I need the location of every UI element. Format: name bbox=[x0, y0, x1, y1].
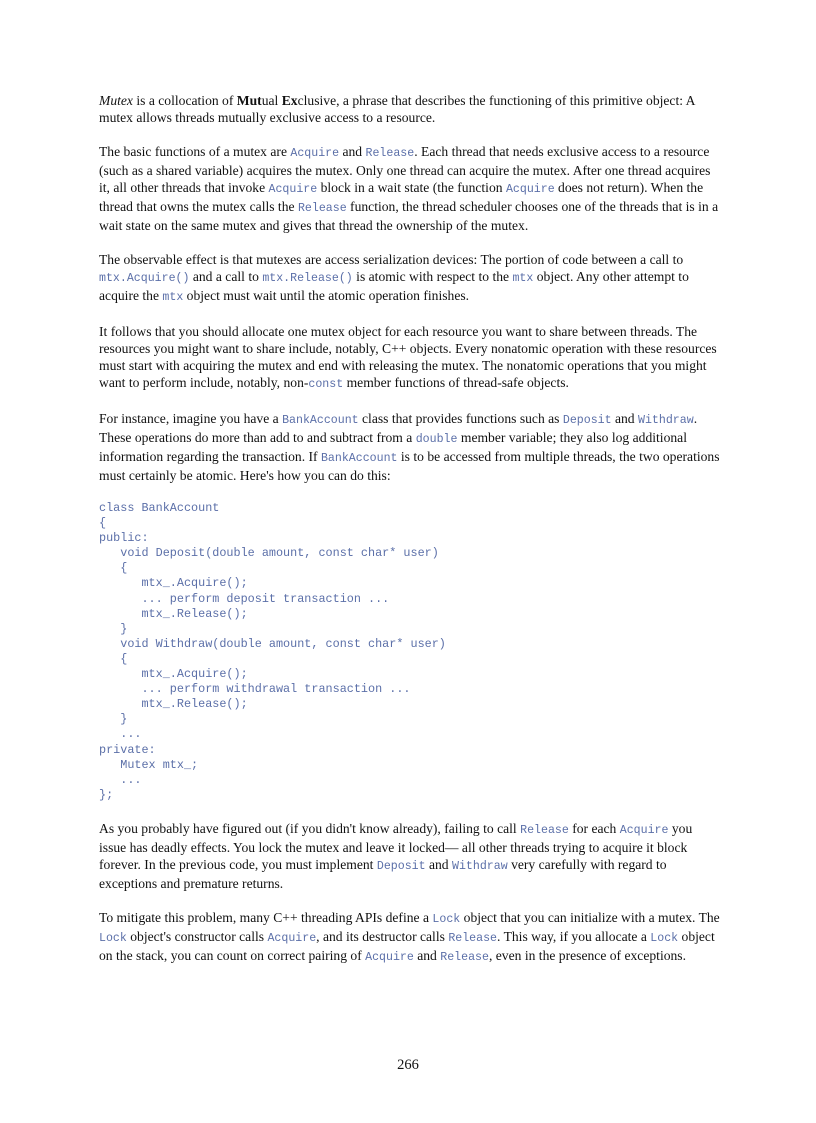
code-line: { bbox=[99, 561, 128, 576]
code-acquire: Acquire bbox=[268, 183, 318, 196]
code-line: mtx_.Acquire(); bbox=[99, 576, 248, 591]
paragraph-observable-effect: The observable effect is that mutexes are access serialization devices: The portion of code between a call to mtx.Acquire() and a call to mtx.Release() is atomic with respect to the mtx object. Any other attempt to acquire the mtx object must wait until the atomic operation finishes. bbox=[99, 252, 689, 304]
code-release: Release bbox=[297, 202, 347, 215]
code-bankaccount: BankAccount bbox=[320, 452, 398, 465]
code-deposit: Deposit bbox=[562, 414, 612, 427]
code-acquire: Acquire bbox=[365, 950, 414, 964]
code-acquire: Acquire bbox=[267, 931, 317, 945]
paragraph-allocate-mutex: It follows that you should allocate one mutex object for each resource you want to share between threads. The resources you might want to share include, notably, C++ objects. Every nonatomic operation with these resources must start with acquiring the mutex and end with releasing the mutex. The nonatomic operations that you might want to perform include, notably, non-const member functions of thread-safe objects. bbox=[99, 324, 717, 391]
code-lock: Lock bbox=[99, 931, 127, 945]
code-const: const bbox=[308, 378, 344, 391]
code-deposit: Deposit bbox=[376, 859, 426, 873]
code-mtx: mtx bbox=[512, 272, 534, 285]
code-listing-bankaccount bbox=[99, 501, 721, 803]
code-line: ... perform withdrawal transaction ... bbox=[99, 682, 411, 697]
code-line: private: bbox=[99, 742, 156, 757]
code-mtx: mtx bbox=[162, 291, 184, 304]
code-line: } bbox=[99, 712, 128, 727]
code-line: mtx_.Acquire(); bbox=[99, 667, 248, 682]
code-line: Mutex mtx_; bbox=[99, 757, 199, 772]
code-release: Release bbox=[440, 950, 489, 964]
code-double: double bbox=[415, 433, 458, 446]
paragraph-basic-functions: The basic functions of a mutex are Acquire and Release. Each thread that needs exclusive access to a resource (such as a shared variable) acquires the mutex. Only one thread can acquire the mutex. After one thread acquires it, all other threads that invoke Acquire block in a wait state (the function Acquire does not return). When the thread that owns the mutex calls the Release function, the thread scheduler chooses one of the threads that is in a wait state on the same mutex and gives that thread the ownership of the mutex. bbox=[99, 144, 719, 233]
code-line: mtx_.Release(); bbox=[99, 697, 248, 712]
code-line: { bbox=[99, 516, 107, 531]
page-number: 266 bbox=[397, 1057, 419, 1073]
term-mutex: Mutex bbox=[99, 93, 133, 108]
code-mtx-acquire: mtx.Acquire() bbox=[99, 272, 190, 285]
code-line: class BankAccount bbox=[99, 501, 220, 515]
code-withdraw: Withdraw bbox=[452, 859, 508, 873]
paragraph-release-failure: As you probably have figured out (if you didn't know already), failing to call Release for each Acquire you issue has deadly effects. You lock the mutex and leave it locked— all other threads trying to acquire it block forever. In the previous code, you must implement Deposit and Withdraw very carefully with regard to exceptions and premature returns. bbox=[99, 820, 693, 891]
code-line: mtx_.Release(); bbox=[99, 606, 248, 621]
code-line: ... bbox=[99, 772, 142, 787]
code-line: }; bbox=[99, 787, 114, 802]
code-line: } bbox=[99, 621, 128, 636]
code-bankaccount: BankAccount bbox=[282, 414, 359, 427]
code-line: ... bbox=[99, 727, 142, 742]
code-line: public: bbox=[99, 531, 149, 546]
code-mtx-release: mtx.Release() bbox=[262, 272, 353, 285]
code-line: void Withdraw(double amount, const char* user) bbox=[99, 636, 446, 651]
paragraph-mutex-definition: Mutex is a collocation of Mutual Exclusive, a phrase that describes the functioning of this primitive object: A mutex allows threads mutually exclusive access to a resource. bbox=[99, 93, 695, 125]
paragraph-lock-object: To mitigate this problem, many C++ threading APIs define a Lock object that you can initialize with a mutex. The Lock object's constructor calls Acquire, and its destructor calls Release. This way, if you allocate a Lock object on the stack, you can count on correct pairing of Acquire and Release, even in the presence of exceptions. bbox=[99, 909, 720, 964]
code-lock: Lock bbox=[432, 912, 461, 926]
code-lock: Lock bbox=[650, 931, 679, 945]
code-withdraw: Withdraw bbox=[638, 414, 694, 427]
code-acquire: Acquire bbox=[290, 147, 340, 160]
code-line: void Deposit(double amount, const char* user) bbox=[99, 546, 439, 561]
code-release: Release bbox=[448, 931, 498, 945]
code-release: Release bbox=[365, 147, 415, 160]
page-body bbox=[99, 92, 721, 983]
code-acquire: Acquire bbox=[619, 823, 669, 837]
code-acquire: Acquire bbox=[505, 183, 555, 196]
code-release: Release bbox=[520, 823, 569, 837]
code-line: ... perform deposit transaction ... bbox=[99, 591, 390, 606]
code-line: { bbox=[99, 651, 128, 666]
paragraph-bankaccount-intro: For instance, imagine you have a BankAccount class that provides functions such as Deposit and Withdraw. These operations do more than add to and subtract from a double member variable; they also log additional information regarding the transaction. If BankAccount is to be accessed from multiple threads, the two operations must certainly be atomic. Here's how you can do this: bbox=[99, 411, 720, 483]
